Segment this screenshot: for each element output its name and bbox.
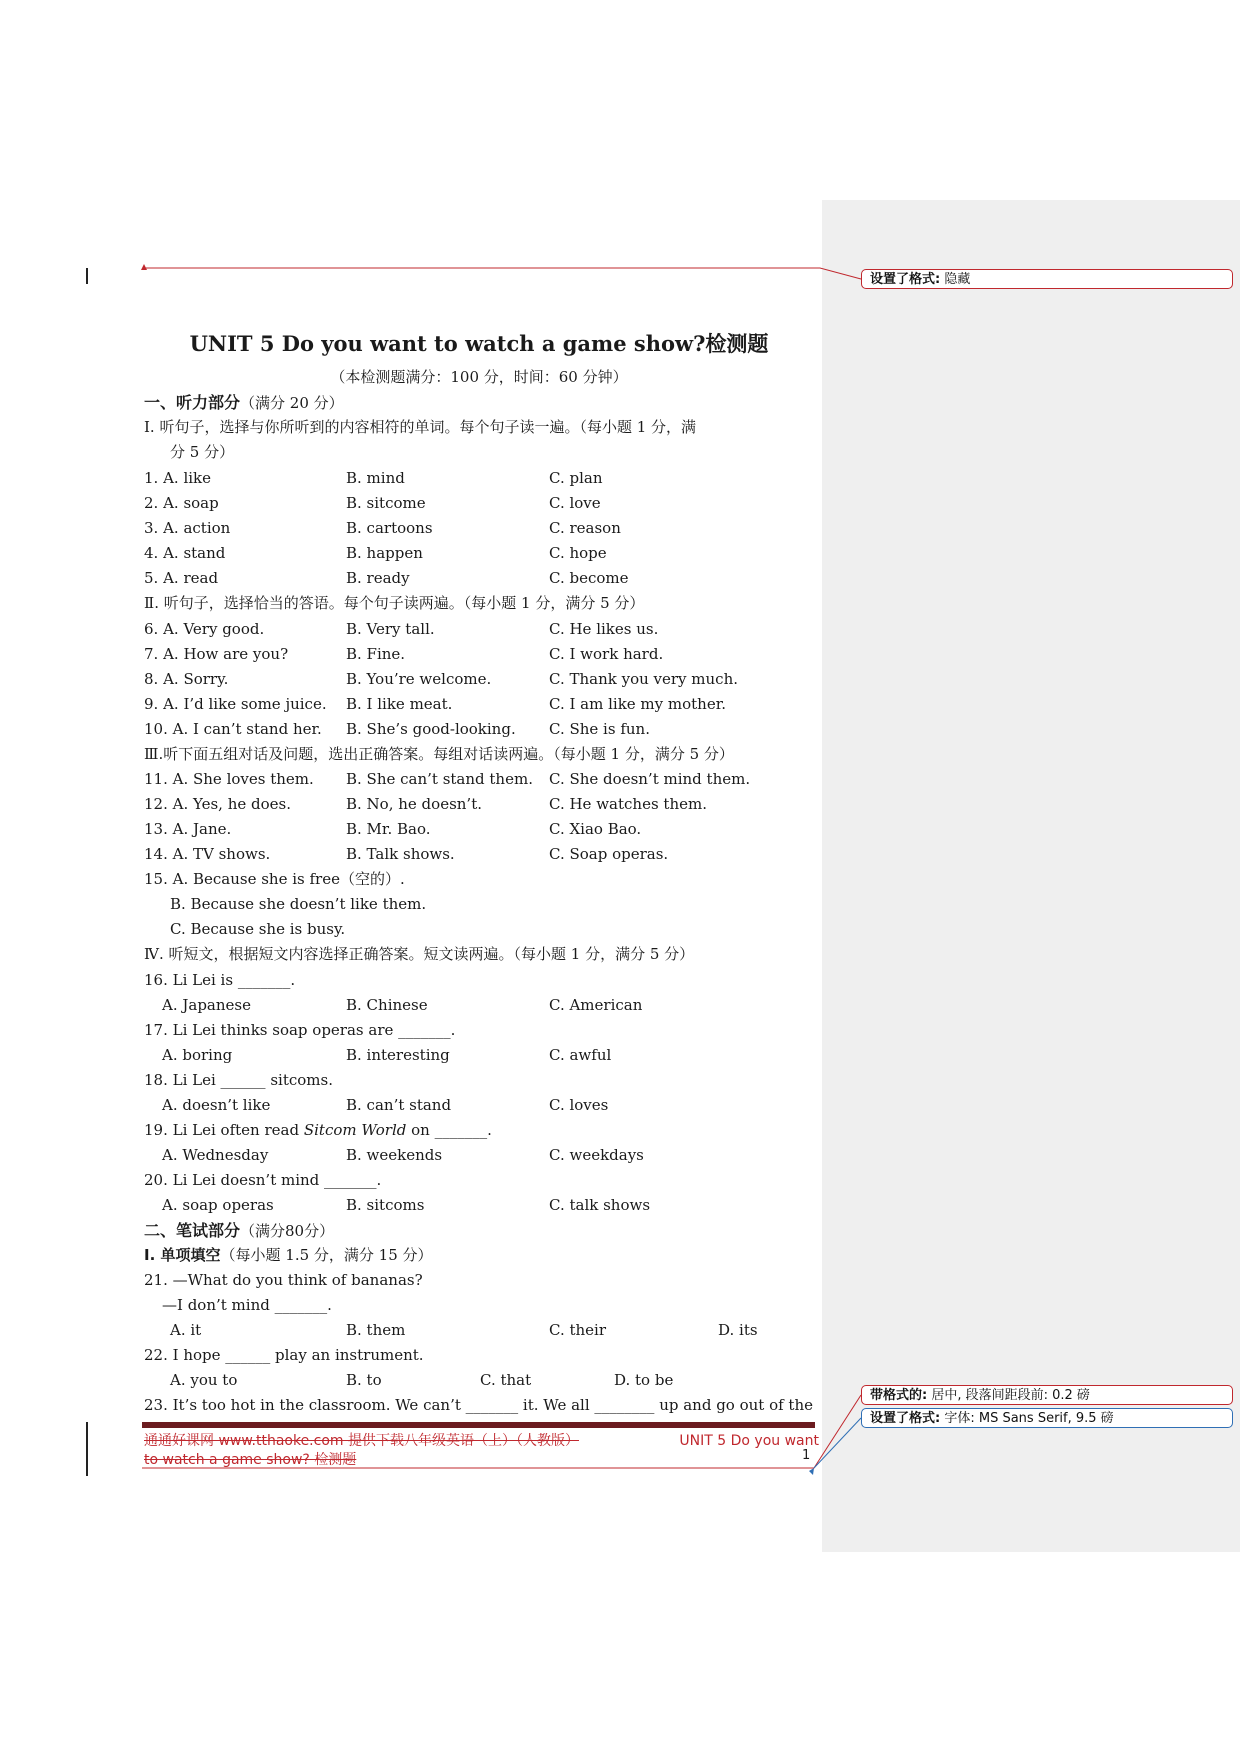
question-row <box>144 1043 814 1068</box>
option-c: C. She is fun. <box>549 720 650 738</box>
option-c: C. loves <box>549 1096 609 1114</box>
option-c: C. American <box>549 996 643 1014</box>
option-c: C. become <box>549 569 629 587</box>
option-c: C. Because she is busy. <box>170 920 346 938</box>
option-a: 11. A. She loves them. <box>144 770 314 788</box>
change-bar <box>86 1422 88 1476</box>
section-heading-listening <box>144 390 814 415</box>
part-instruction <box>144 1243 814 1268</box>
option-b: B. Because she doesn’t like them. <box>170 895 427 913</box>
part-instruction <box>144 742 814 767</box>
option-b: B. them <box>346 1321 406 1339</box>
page-footer <box>144 1432 819 1470</box>
option-b: B. mind <box>346 469 405 487</box>
option-a: 2. A. soap <box>144 494 219 512</box>
question-row <box>144 792 814 817</box>
option-b: B. No, he doesn’t. <box>346 795 482 813</box>
footer-line <box>144 1451 819 1470</box>
option-c: C. their <box>549 1321 607 1339</box>
stem-text: on _______. <box>406 1121 492 1139</box>
question-row <box>144 642 814 667</box>
stem-text: 20. Li Lei doesn’t mind _______. <box>144 1171 382 1189</box>
instruction-text: Ⅲ.听下面五组对话及问题，选出正确答案。每组对话读两遍。（每小题 1 分，满分 5 分） <box>144 745 734 763</box>
option-c: C. awful <box>549 1046 612 1064</box>
footer-rule <box>142 1422 815 1428</box>
option-a: A. soap operas <box>162 1196 274 1214</box>
option-a: A. Japanese <box>162 996 251 1014</box>
question-row <box>144 667 814 692</box>
option-a: A. Wednesday <box>162 1146 269 1164</box>
question-row <box>144 917 840 942</box>
option-c: C. He likes us. <box>549 620 659 638</box>
question-row <box>144 1318 814 1343</box>
question-row <box>144 1193 814 1218</box>
section-note: （满分80分） <box>240 1222 335 1240</box>
footer-right-text: UNIT 5 Do you want <box>679 1433 819 1449</box>
stem-text: 21. —What do you think of bananas? <box>144 1271 423 1289</box>
part-title: Ⅰ. 单项填空 <box>144 1246 221 1264</box>
option-b: B. Talk shows. <box>346 845 455 863</box>
option-c: C. He watches them. <box>549 795 707 813</box>
option-a: 9. A. I’d like some juice. <box>144 695 327 713</box>
question-row <box>144 1368 814 1393</box>
option-c: C. weekdays <box>549 1146 644 1164</box>
option-b: B. to <box>346 1371 382 1389</box>
question-row <box>144 1093 814 1118</box>
option-c: C. that <box>480 1371 532 1389</box>
footer-line <box>144 1432 819 1451</box>
option-a: 5. A. read <box>144 569 219 587</box>
section-note: （满分 20 分） <box>240 394 344 412</box>
question-stem <box>144 1268 814 1293</box>
question-reply <box>144 1293 814 1318</box>
comment-label: 带格式的: <box>870 1388 928 1403</box>
part-instruction-cont <box>144 440 840 465</box>
section-title: 二、笔试部分 <box>144 1221 241 1240</box>
part-instruction <box>144 942 814 967</box>
option-b: B. You’re welcome. <box>346 670 492 688</box>
question-stem <box>144 968 814 993</box>
part-instruction <box>144 415 814 440</box>
question-row <box>144 993 814 1018</box>
option-b: B. happen <box>346 544 423 562</box>
question-stem <box>144 1018 814 1043</box>
instruction-text: Ⅱ. 听句子，选择恰当的答语。每个句子读两遍。（每小题 1 分，满分 5 分） <box>144 594 645 612</box>
question-row <box>144 817 814 842</box>
section-title: 一、听力部分 <box>144 393 241 412</box>
stem-text: 16. Li Lei is _______. <box>144 971 296 989</box>
option-d: D. its <box>718 1321 758 1339</box>
question-row <box>144 617 814 642</box>
question-row <box>144 516 814 541</box>
stem-italic-title: Sitcom World <box>303 1121 407 1139</box>
option-a: 7. A. How are you? <box>144 645 289 663</box>
option-c: C. I work hard. <box>549 645 664 663</box>
comment-text: 隐藏 <box>944 272 971 287</box>
option-b: B. cartoons <box>346 519 433 537</box>
option-b: B. Mr. Bao. <box>346 820 431 838</box>
comment-hidden-format[interactable] <box>861 269 1233 289</box>
comment-label: 设置了格式: <box>870 272 941 287</box>
part-instruction <box>144 591 814 616</box>
question-row <box>144 867 814 892</box>
option-b: B. Very tall. <box>346 620 435 638</box>
option-c: C. Soap operas. <box>549 845 669 863</box>
page-number: 1 <box>802 1448 811 1463</box>
question-row <box>144 1143 814 1168</box>
option-b: B. sitcome <box>346 494 426 512</box>
option-c: C. She doesn’t mind them. <box>549 770 751 788</box>
option-c: C. I am like my mother. <box>549 695 727 713</box>
option-b: B. interesting <box>346 1046 450 1064</box>
option-a: 1. A. like <box>144 469 212 487</box>
footer-line2-text: to watch a game show? 检测题 <box>144 1452 357 1468</box>
question-row <box>144 692 814 717</box>
option-c: C. Thank you very much. <box>549 670 739 688</box>
option-a: 15. A. Because she is free（空的）. <box>144 870 405 888</box>
question-stem <box>144 1118 814 1143</box>
question-row <box>144 566 814 591</box>
option-b: B. sitcoms <box>346 1196 425 1214</box>
stem-text: 18. Li Lei ______ sitcoms. <box>144 1071 333 1089</box>
option-c: C. Xiao Bao. <box>549 820 642 838</box>
option-a: A. boring <box>162 1046 233 1064</box>
page-title: UNIT 5 Do you want to watch a game show?检测题 <box>189 331 769 356</box>
option-b: B. She can’t stand them. <box>346 770 533 788</box>
option-c: C. plan <box>549 469 603 487</box>
option-c: C. hope <box>549 544 607 562</box>
option-a: 13. A. Jane. <box>144 820 232 838</box>
option-c: C. talk shows <box>549 1196 651 1214</box>
footer-left-text: 通通好课网 www.tthaoke.com 提供下载八年级英语（上）（人教版） <box>144 1433 579 1449</box>
question-stem <box>144 1343 814 1368</box>
question-row <box>144 842 814 867</box>
instruction-text: 分 5 分） <box>170 443 235 461</box>
part-note: （每小题 1.5 分，满分 15 分） <box>220 1246 433 1264</box>
option-d: D. to be <box>614 1371 674 1389</box>
question-row <box>144 541 814 566</box>
option-a: 6. A. Very good. <box>144 620 265 638</box>
option-c: C. reason <box>549 519 621 537</box>
option-b: B. weekends <box>346 1146 443 1164</box>
question-row <box>144 466 814 491</box>
stem-text: 23. It’s too hot in the classroom. We can’t _______ it. We all ________ up and go out of the <box>144 1396 814 1414</box>
question-row <box>144 717 814 742</box>
option-a: 8. A. Sorry. <box>144 670 229 688</box>
option-b: B. Chinese <box>346 996 428 1014</box>
option-a: 3. A. action <box>144 519 231 537</box>
question-stem <box>144 1393 814 1418</box>
question-row <box>144 767 814 792</box>
option-b: B. Fine. <box>346 645 406 663</box>
instruction-text: Ⅳ. 听短文，根据短文内容选择正确答案。短文读两遍。（每小题 1 分，满分 5 分） <box>144 945 695 963</box>
instruction-text: Ⅰ. 听句子，选择与你所听到的内容相符的单词。每个句子读一遍。（每小题 1 分，满 <box>144 418 697 436</box>
option-b: B. can’t stand <box>346 1096 452 1114</box>
comment-text: 居中, 段落间距段前: 0.2 磅 <box>931 1388 1090 1403</box>
option-a: A. it <box>170 1321 202 1339</box>
section-heading-writing <box>144 1218 814 1243</box>
option-b: B. ready <box>346 569 410 587</box>
option-a: A. doesn’t like <box>162 1096 271 1114</box>
reply-text: —I don’t mind _______. <box>162 1296 332 1314</box>
comment-label: 设置了格式: <box>870 1411 941 1426</box>
option-a: 14. A. TV shows. <box>144 845 271 863</box>
change-bar <box>86 268 88 284</box>
comment-font-format[interactable] <box>861 1408 1233 1428</box>
option-a: 4. A. stand <box>144 544 226 562</box>
page-subtitle: （本检测题满分：100 分，时间：60 分钟） <box>330 368 628 386</box>
option-c: C. love <box>549 494 601 512</box>
option-a: 12. A. Yes, he does. <box>144 795 291 813</box>
option-a: A. you to <box>170 1371 238 1389</box>
question-stem <box>144 1168 814 1193</box>
comment-text: 字体: MS Sans Serif, 9.5 磅 <box>944 1411 1114 1426</box>
option-a: 10. A. I can’t stand her. <box>144 720 322 738</box>
stem-text: 22. I hope ______ play an instrument. <box>144 1346 424 1364</box>
option-b: B. I like meat. <box>346 695 453 713</box>
comment-paragraph-format[interactable] <box>861 1385 1233 1405</box>
question-row <box>144 892 840 917</box>
question-row <box>144 491 814 516</box>
stem-text: 17. Li Lei thinks soap operas are _______. <box>144 1021 456 1039</box>
stem-text: 19. Li Lei often read <box>144 1121 304 1139</box>
question-stem <box>144 1068 814 1093</box>
option-b: B. She’s good-looking. <box>346 720 516 738</box>
